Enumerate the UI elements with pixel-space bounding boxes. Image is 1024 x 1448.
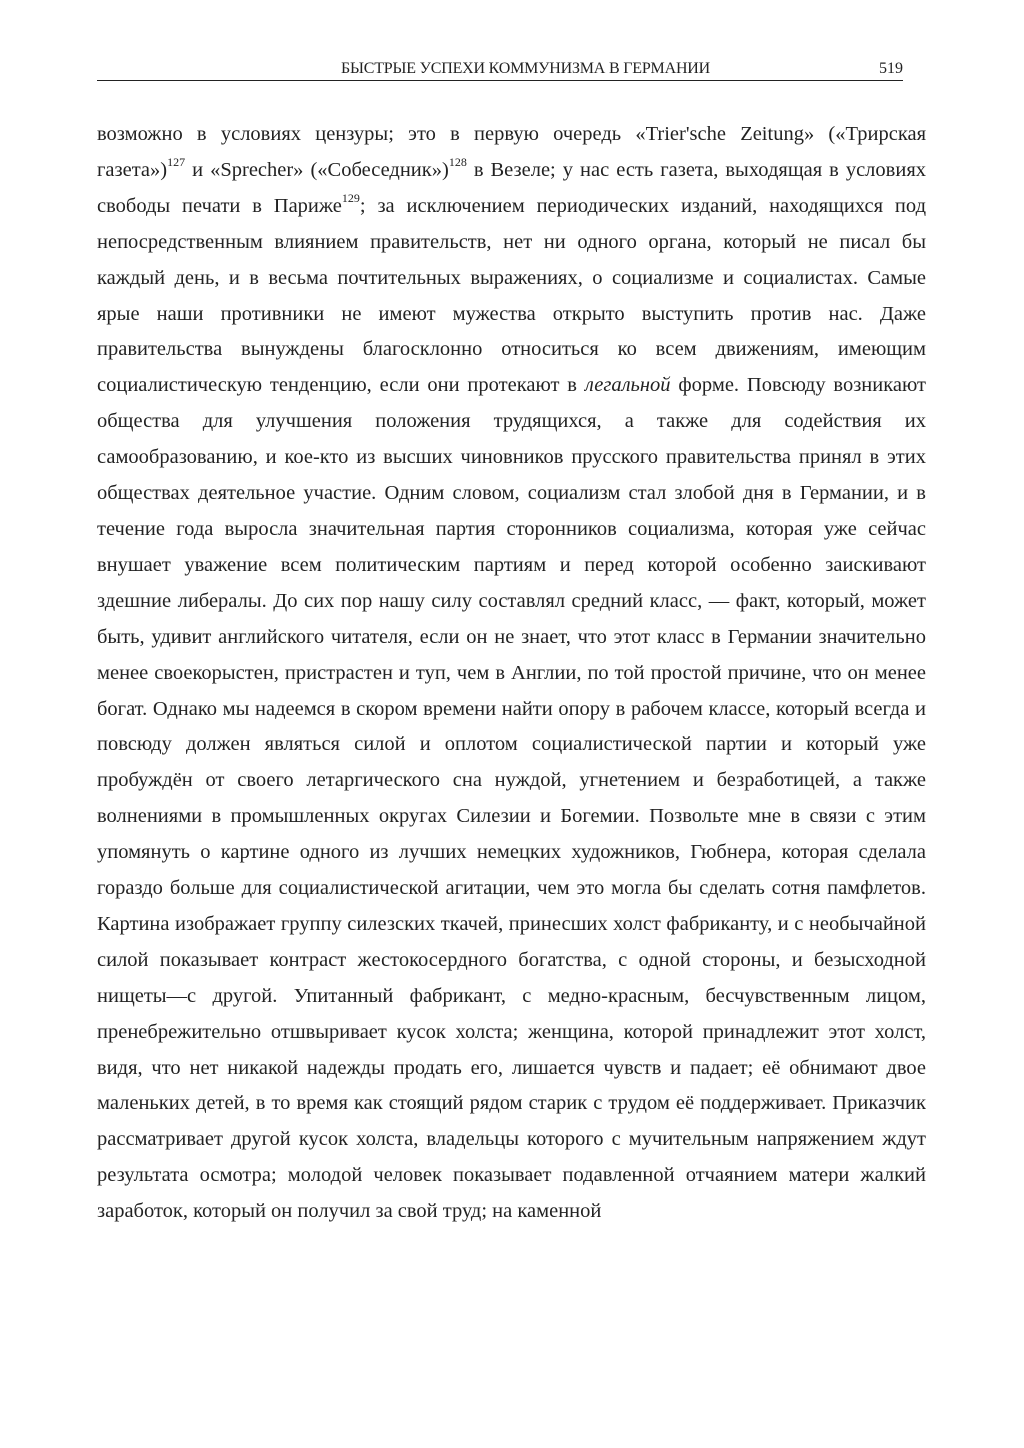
footnote-ref-127: 127 [167, 155, 186, 170]
text-segment: форме. Повсюду возникают общества для улучшения положения трудящихся, а также для содействия их самообразованию, и кое-кто из высших чиновников прусского правительства принял в этих обществах деятельное участие. Одним словом, социализм стал злобой дня в Германии, и в течение года выросла значительная партия сторонников социализма, которая уже сейчас внушает уважение всем политическим партиям и перед которой особенно заискивают здешние либералы. До сих пор нашу силу составлял средний класс, — факт, который, может быть, удивит английского читателя, если он не знает, что этот класс в Германии значительно менее своекорыстен, пристрастен и туп, чем в Англии, по той простой причине, что он менее богат. Однако мы надеемся в скором времени найти опору в рабочем классе, который всегда и повсюду должен являться силой и оплотом социалистической партии и который уже пробуждён от своего летаргического сна нуждой, угнетением и безработицей, а также волнениями в промышленных округах Силезии и Богемии. Позвольте мне в связи с этим упомянуть о картине одного из лучших немецких художников, Гюбнера, которая сделала гораздо больше для социалистической агитации, чем это могла бы сделать сотня памфлетов. Картина изображает группу силезских ткачей, принесших холст фабриканту, и с необычайной силой показывает контраст жестокосердного богатства, с одной стороны, и безысходной нищеты—с другой. Упитанный фабрикант, с медно-красным, бесчувственным лицом, пренебрежительно отшвыривает кусок холста; женщина, которой принадлежит этот холст, видя, что нет никакой надежды продать его, лишается чувств и падает; её обнимают двое маленьких детей, в то время как стоящий рядом старик с трудом её поддерживает. Приказчик рассматривает другой кусок холста, владельцы которого с мучительным напряжением ждут результата осмотра; молодой человек показывает подавленной отчаянием матери жалкий заработок, который он получил за свой труд; на каменной [97, 374, 926, 1223]
footnote-ref-129: 129 [341, 190, 360, 205]
running-title: БЫСТРЫЕ УСПЕХИ КОММУНИЗМА В ГЕРМАНИИ [341, 60, 711, 77]
italic-emphasis: легальной [584, 374, 671, 397]
page-number: 519 [879, 60, 903, 77]
body-paragraph [97, 117, 926, 1230]
text-segment: возможно в условиях цензуры; это в первую очередь «Trier'sche Zeitung» («Трирская газета») [97, 123, 926, 181]
running-header [97, 58, 903, 81]
text-segment: и «Sprecher» («Собеседник») [185, 158, 449, 181]
text-segment: в Везеле; у нас есть газета, выходящая в условиях свободы печати в Париже [97, 158, 926, 217]
footnote-ref-128: 128 [448, 155, 467, 170]
text-segment: ; за исключением периодических изданий, находящихся под непосредственным влиянием правительств, нет ни одного органа, который не писал бы каждый день, и в весьма почтительных выражениях, о социализме и социалистах. Самые ярые наши противники не имеют мужества открыто выступить против нас. Даже правительства вынуждены благосклонно относиться ко всем движениям, имеющим социалистическую тенденцию, если они протекают в [97, 194, 926, 397]
